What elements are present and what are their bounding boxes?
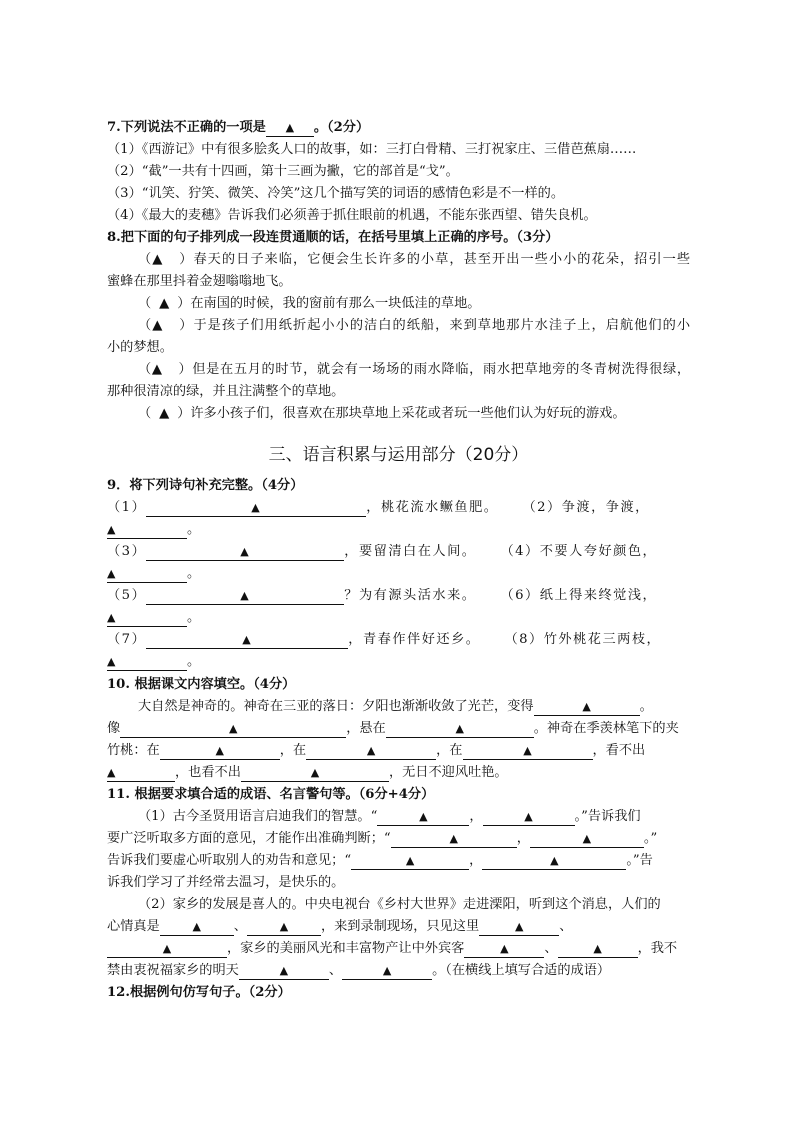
q11-line-4: 诉我们学习了并经常去温习，是快乐的。 (107, 875, 345, 890)
triangle-icon: ▲ (524, 810, 533, 823)
paren-open: （ (138, 252, 153, 267)
q9-line-7 (107, 630, 690, 650)
q11-text-2d: ，家乡的美丽风光和丰富物产让中外宾客 (227, 941, 465, 956)
q8-blank-2[interactable] (151, 294, 177, 314)
paren-close: ） (177, 406, 191, 421)
q9-blank-5[interactable] (146, 588, 344, 605)
q9-title: 9．将下列诗句补充完整。（4分） (107, 478, 304, 493)
triangle-icon: ▲ (151, 362, 162, 377)
q11-blank-4[interactable] (530, 831, 644, 848)
triangle-icon: ▲ (279, 964, 289, 977)
q11-line-2 (107, 829, 690, 849)
q11-text-1a: （1）古今圣贤用语言启迪我们的智慧。“ (138, 809, 378, 824)
triangle-icon: ▲ (455, 722, 464, 735)
q11-title: 11. 根据要求填合适的成语、名言警句等。（6分+4分） (107, 787, 435, 802)
paren-open: （ (138, 318, 153, 333)
q10-text-2c: 。神奇在季羡林笔下的夹 (533, 721, 679, 736)
q9-num-3: （3） (107, 544, 147, 559)
q8-blank-4[interactable] (152, 360, 178, 380)
q11-text-1c: 要广泛听取多方面的意见，才能作出准确判断；“ (107, 831, 391, 846)
q11-text-2c: ，来到录制现场，只见这里 (320, 919, 480, 934)
q9-blank-3[interactable] (146, 544, 344, 561)
q11-blank-2[interactable] (483, 809, 575, 826)
q10-text-4b: ，无日不迎风吐艳。 (388, 765, 508, 780)
enum-comma: 、 (233, 919, 247, 934)
triangle-icon: ▲ (242, 633, 253, 646)
triangle-icon: ▲ (162, 942, 172, 955)
q11-blank-11[interactable] (464, 941, 544, 958)
q7-option-1: （1）《西游记》中有很多脍炙人口的故事，如：三打白骨精、三打祝家庄、三借芭蕉扇…… (107, 142, 637, 157)
period: 。 (187, 610, 201, 625)
q8-title: 8.把下面的句子排列成一段连贯通顺的话，在括号里填上正确的序号。（3分） (107, 230, 559, 245)
q11-blank-12[interactable] (558, 941, 638, 958)
comma: ， (469, 809, 483, 824)
q11-line-8 (107, 961, 690, 981)
triangle-icon: ▲ (279, 920, 289, 933)
q11-blank-10[interactable] (107, 941, 227, 958)
q8-s1-text: 春天的日子来临，它便会生长许多的小草，甚至开出一些小小的花朵，招引一些 (193, 252, 691, 267)
q9-text-5: ？为有源头活水来。 (344, 588, 477, 603)
q11-blank-5[interactable] (351, 853, 469, 870)
q10-blank-8[interactable] (241, 765, 389, 782)
q10-blank-3[interactable] (386, 721, 534, 738)
triangle-icon: ▲ (419, 810, 428, 823)
q9-num-5: （5） (107, 588, 147, 603)
q8-sentence-1-cont: 蜜蜂在那里抖着金翅嗡嗡地飞。 (107, 274, 292, 289)
triangle-icon: ▲ (310, 766, 320, 779)
q11-line-5: （2）家乡的发展是喜人的。中央电视台《乡村大世界》走进溧阳，听到这个消息，人们的 (138, 897, 661, 912)
triangle-icon: ▲ (107, 523, 116, 536)
q10-line-1 (138, 697, 690, 717)
q9-text-4: （4）不要人夸好颜色， (500, 544, 658, 559)
section-3-title: 三、语言积累与运用部分（20分） (268, 445, 529, 465)
q10-line-4 (107, 763, 690, 783)
q8-blank-3[interactable] (152, 316, 178, 336)
period: 。 (187, 522, 201, 537)
q9-num-1: （1） (107, 500, 147, 515)
triangle-icon: ▲ (107, 655, 116, 668)
q11-text-1b: 。”告诉我们 (574, 809, 641, 824)
paren-open: （ (138, 362, 152, 377)
q9-text-1: ，桃花流水鳜鱼肥。 (366, 500, 499, 515)
triangle-icon: ▲ (215, 744, 224, 757)
q10-text-3a: 竹桃：在 (107, 743, 160, 758)
paren-close: ） (177, 362, 193, 377)
q11-blank-13[interactable] (239, 963, 329, 980)
triangle-icon: ▲ (251, 501, 262, 514)
q9-blank-4[interactable] (107, 566, 187, 583)
triangle-icon: ▲ (449, 832, 458, 845)
q7-title (107, 118, 690, 138)
q9-blank-1[interactable] (146, 500, 366, 517)
q8-s5-text: 许多小孩子们，很喜欢在那块草地上采花或者玩一些他们认为好玩的游戏。 (190, 406, 626, 421)
comma: ， (516, 831, 530, 846)
triangle-icon: ▲ (523, 744, 532, 757)
paren-close: ） (177, 296, 191, 311)
triangle-icon: ▲ (582, 700, 591, 713)
triangle-icon: ▲ (107, 611, 116, 624)
triangle-icon: ▲ (582, 832, 592, 845)
q9-blank-6[interactable] (107, 610, 187, 627)
q8-sentence-4 (138, 360, 690, 380)
q8-sentence-2 (138, 294, 690, 314)
q7-prefix: 7.下列说法不正确的一项是 (107, 120, 266, 135)
q11-blank-8[interactable] (247, 919, 321, 936)
q10-text-2a: 像 (107, 721, 121, 736)
triangle-icon: ▲ (405, 854, 415, 867)
q9-num-7: （7） (107, 632, 147, 647)
q11-text-2f: 禁由衷祝福家乡的明天 (107, 963, 239, 978)
triangle-icon: ▲ (550, 854, 559, 867)
q10-title: 10. 根据课文内容填空。（4分） (107, 677, 296, 692)
q11-blank-9[interactable] (479, 919, 559, 936)
triangle-icon: ▲ (152, 252, 163, 267)
triangle-icon: ▲ (159, 406, 170, 421)
q7-option-4: （4）《最大的麦穗》告诉我们必须善于抓住眼前的机遇，不能东张西望、错失良机。 (107, 208, 597, 223)
period: 。 (187, 566, 201, 581)
q11-text-1f: 。”告 (626, 853, 653, 868)
q11-blank-1[interactable] (377, 809, 469, 826)
comma: ， (469, 853, 483, 868)
q10-blank-1[interactable] (534, 699, 640, 716)
q10-text-3c: ，在 (436, 743, 463, 758)
q9-text-2: （2）争渡，争渡， (522, 500, 650, 515)
q11-blank-7[interactable] (160, 919, 234, 936)
q11-text-1e: 告诉我们要虚心听取别人的劝告和意见；“ (107, 853, 352, 868)
triangle-icon: ▲ (107, 766, 116, 779)
q9-line-4 (107, 564, 690, 584)
q9-line-8 (107, 652, 690, 672)
triangle-icon: ▲ (192, 920, 201, 933)
q8-sentence-4-cont: 那种很清凉的绿，并且注满整个的草地。 (107, 384, 345, 399)
q10-line-2 (107, 719, 690, 739)
q8-sentence-3 (138, 316, 690, 336)
q9-line-1 (107, 498, 690, 518)
q11-text-1d: 。” (643, 831, 658, 846)
comma: 。 (639, 699, 653, 714)
q8-s2-text: 在南国的时候，我的窗前有那么一块低洼的草地。 (190, 296, 481, 311)
q9-text-8: （8）竹外桃花三两枝， (504, 632, 662, 647)
q10-text-4a: ，也看不出 (175, 765, 241, 780)
triangle-icon: ▲ (159, 296, 170, 311)
q11-blank-3[interactable] (391, 831, 517, 848)
triangle-icon: ▲ (366, 744, 376, 757)
q11-blank-14[interactable] (342, 963, 432, 980)
q11-text-2e: ，我不 (637, 941, 678, 956)
paren-close: ） (178, 252, 194, 267)
triangle-icon: ▲ (228, 722, 238, 735)
q9-text-7: ，青春作伴好还乡。 (348, 632, 481, 647)
q8-sentence-5 (138, 404, 690, 424)
q9-line-2 (107, 520, 690, 540)
q10-line-3 (107, 741, 690, 761)
q8-sentence-1 (138, 250, 690, 270)
paren-open: （ (138, 406, 152, 421)
q10-blank-4[interactable] (160, 743, 280, 760)
triangle-icon: ▲ (500, 942, 509, 955)
q10-blank-6[interactable] (463, 743, 593, 760)
q11-line-6 (107, 917, 690, 937)
period: 。 (187, 654, 201, 669)
q10-text-3b: ，在 (279, 743, 307, 758)
q11-line-1 (138, 807, 690, 827)
q9-blank-8[interactable] (107, 654, 187, 671)
q9-line-6 (107, 608, 690, 628)
enum-comma: 、 (559, 919, 573, 934)
q8-s4-text: 但是在五月的时节，就会有一场场的雨水降临，雨水把草地旁的冬青树洗得很绿， (192, 362, 691, 377)
triangle-icon: ▲ (107, 567, 116, 580)
q8-blank-1[interactable] (152, 250, 178, 270)
q9-blank-2[interactable] (107, 522, 187, 539)
q7-answer-blank[interactable] (266, 120, 314, 137)
q9-line-3 (107, 542, 690, 562)
triangle-icon: ▲ (152, 318, 163, 333)
q12-title: 12.根据例句仿写句子。（2分） (107, 985, 291, 1000)
q11-line-7 (107, 939, 690, 959)
q9-text-6: （6）纸上得来终觉浅， (500, 588, 658, 603)
triangle-icon: ▲ (285, 121, 295, 134)
q8-sentence-3-cont: 小的梦想。 (107, 340, 173, 355)
q8-s3-text: 于是孩子们用纸折起小小的洁白的纸船，来到草地那片水洼子上，启航他们的小 (193, 318, 691, 333)
q10-text-2b: ，悬在 (346, 721, 386, 736)
triangle-icon: ▲ (593, 942, 602, 955)
q7-option-3: （3）“讥笑、狞笑、微笑、冷笑”这几个描写笑的词语的感情色彩是不一样的。 (107, 186, 565, 201)
enum-comma: 、 (328, 963, 343, 978)
q10-blank-2[interactable] (120, 721, 346, 738)
q9-line-5 (107, 586, 690, 606)
q11-line-3 (107, 851, 690, 871)
q10-blank-7[interactable] (107, 765, 175, 782)
triangle-icon: ▲ (240, 545, 251, 558)
q11-text-2g: 。（在横线上填写合适的成语） (432, 963, 611, 978)
q10-text-1: 大自然是神奇的。神奇在三亚的落日：夕阳也渐渐收敛了光芒，变得 (138, 699, 534, 714)
q10-text-3d: ，看不出 (592, 743, 646, 758)
enum-comma: 、 (544, 941, 558, 956)
paren-open: （ (138, 296, 152, 311)
q9-text-3: ，要留清白在人间。 (344, 544, 477, 559)
triangle-icon: ▲ (514, 920, 524, 933)
triangle-icon: ▲ (382, 964, 392, 977)
q7-option-2: （2）“截”一共有十四画，第十三画为撇，它的部首是“戈”。 (107, 164, 459, 179)
q9-blank-7[interactable] (146, 632, 348, 649)
q7-suffix: 。（2分） (313, 120, 370, 135)
triangle-icon: ▲ (240, 589, 251, 602)
q10-blank-5[interactable] (306, 743, 436, 760)
q11-text-2b: 心情真是 (107, 919, 160, 934)
paren-close: ） (178, 318, 194, 333)
q11-blank-6[interactable] (482, 853, 626, 870)
q8-blank-5[interactable] (151, 404, 177, 424)
